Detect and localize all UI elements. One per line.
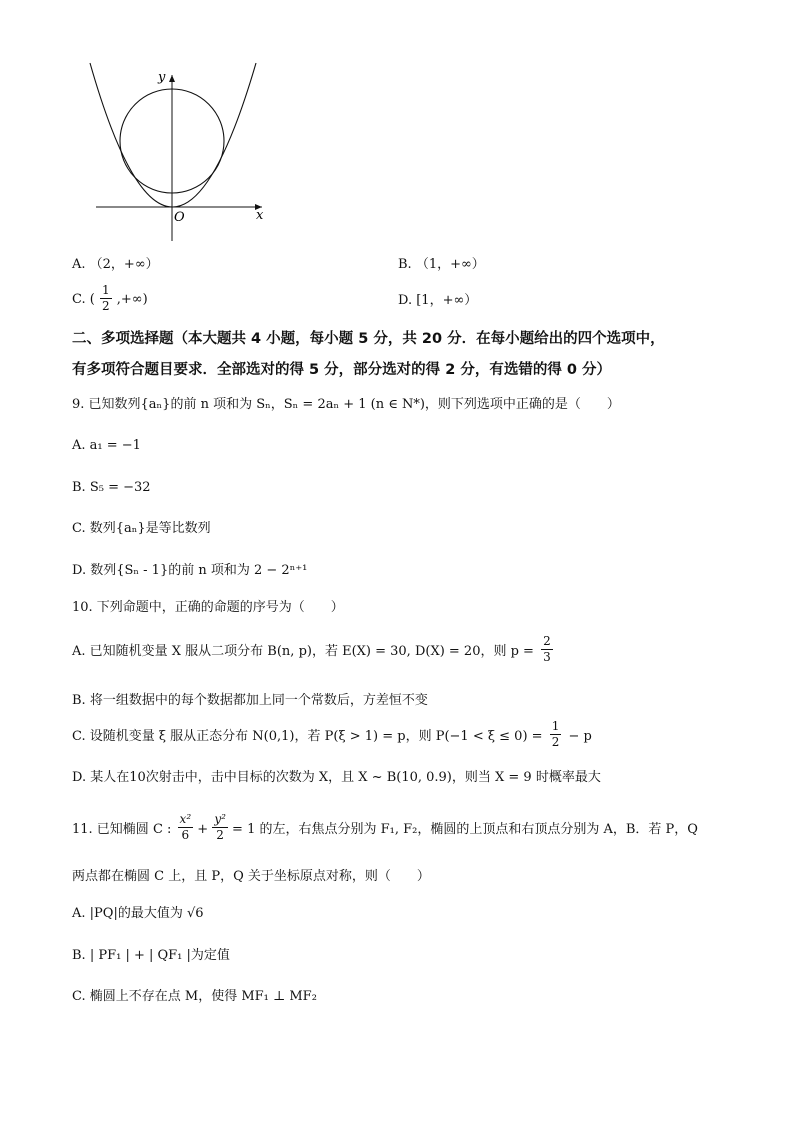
parabola-circle-figure: [80, 55, 280, 245]
q9-option-c: C. 数列{aₙ}是等比数列: [72, 521, 211, 536]
q10-option-c-fraction: [550, 719, 562, 750]
q8-option-c-prefix: C. (: [72, 292, 95, 307]
q11-fraction-x-numerator: x²: [179, 812, 192, 826]
q8-option-c-fraction: [100, 283, 112, 314]
q8-option-d: D. [1，+∞）: [398, 293, 478, 308]
q10-option-c: [72, 719, 592, 755]
q8-option-c: [72, 283, 148, 319]
q9-option-a: A. a₁ = −1: [72, 438, 141, 453]
y-axis-arrow: [169, 75, 175, 82]
q8-option-b: B. （1，+∞）: [398, 257, 485, 272]
q10-option-a: [72, 634, 553, 670]
y-axis-label: y: [158, 70, 166, 85]
q9-option-d: D. 数列{Sₙ - 1}的前 n 项和为 2 − 2ⁿ⁺¹: [72, 563, 308, 578]
q10-option-c-suffix: − p: [568, 729, 592, 744]
section2-heading-line1: 二、多项选择题（本大题共 4 小题，每小题 5 分，共 20 分．在每小题给出的四个选项中，: [72, 331, 665, 347]
q11-stem-prefix: 11. 已知椭圆 C :: [72, 822, 172, 837]
q11-option-b: B. | PF₁ | + | QF₁ |为定值: [72, 948, 230, 963]
q10-option-d: D. 某人在10次射击中，击中目标的次数为 X，且 X ~ B(10, 0.9)，则当 X = 9 时概率最大: [72, 770, 601, 785]
x-axis-label: x: [256, 208, 264, 223]
q10-option-a-fraction: [541, 634, 553, 665]
q10-stem: 10. 下列命题中，正确的命题的序号为（ ）: [72, 600, 344, 615]
q11-fraction-y: [212, 812, 228, 843]
q8-option-c-suffix: ,+∞): [116, 292, 148, 307]
q8-option-c-numerator: 1: [101, 283, 110, 297]
q11-fraction-y-denominator: 2: [216, 828, 224, 842]
q10-option-a-numerator: 2: [543, 634, 551, 648]
q11-fraction-x: [178, 812, 194, 843]
q10-option-a-text: A. 已知随机变量 X 服从二项分布 B(n, p)，若 E(X) = 30, D(X) = 20，则 p =: [72, 644, 534, 659]
q10-option-c-denominator: 2: [551, 735, 560, 749]
q10-option-c-text: C. 设随机变量 ξ 服从正态分布 N(0,1)，若 P(ξ > 1) = p，则 P(−1 < ξ ≤ 0) =: [72, 729, 543, 744]
q10-option-b: B. 将一组数据中的每个数据都加上同一个常数后，方差恒不变: [72, 693, 428, 708]
q10-option-c-numerator: 1: [551, 719, 560, 733]
q11-option-c: C. 椭圆上不存在点 M，使得 MF₁ ⊥ MF₂: [72, 989, 317, 1004]
q11-stem-suffix: = 1 的左，右焦点分别为 F₁, F₂，椭圆的上顶点和右顶点分别为 A，B．若 P，Q: [232, 822, 698, 837]
q11-fraction-x-denominator: 6: [181, 828, 190, 842]
q10-option-a-denominator: 3: [543, 650, 551, 664]
q11-stem-line2: 两点都在椭圆 C 上，且 P，Q 关于坐标原点对称，则（ ）: [72, 869, 430, 884]
origin-label: O: [174, 210, 185, 225]
parabola-curve: [90, 63, 256, 207]
section2-heading-line2: 有多项符合题目要求．全部选对的得 5 分，部分选对的得 2 分，有选错的得 0 分）: [72, 362, 612, 378]
q9-option-b: B. S₅ = −32: [72, 480, 151, 495]
q11-fraction-y-numerator: y²: [214, 812, 226, 826]
q8-option-a: A. （2，+∞）: [72, 257, 159, 272]
q11-stem: [72, 812, 698, 848]
q8-option-c-denominator: 2: [101, 299, 110, 313]
q11-option-a: A. |PQ|的最大值为 √6: [72, 906, 204, 921]
q11-plus: +: [197, 822, 209, 837]
q9-stem: 9. 已知数列{aₙ}的前 n 项和为 Sₙ，Sₙ = 2aₙ + 1 (n ∈ N*)，则下列选项中正确的是（ ）: [72, 397, 620, 412]
